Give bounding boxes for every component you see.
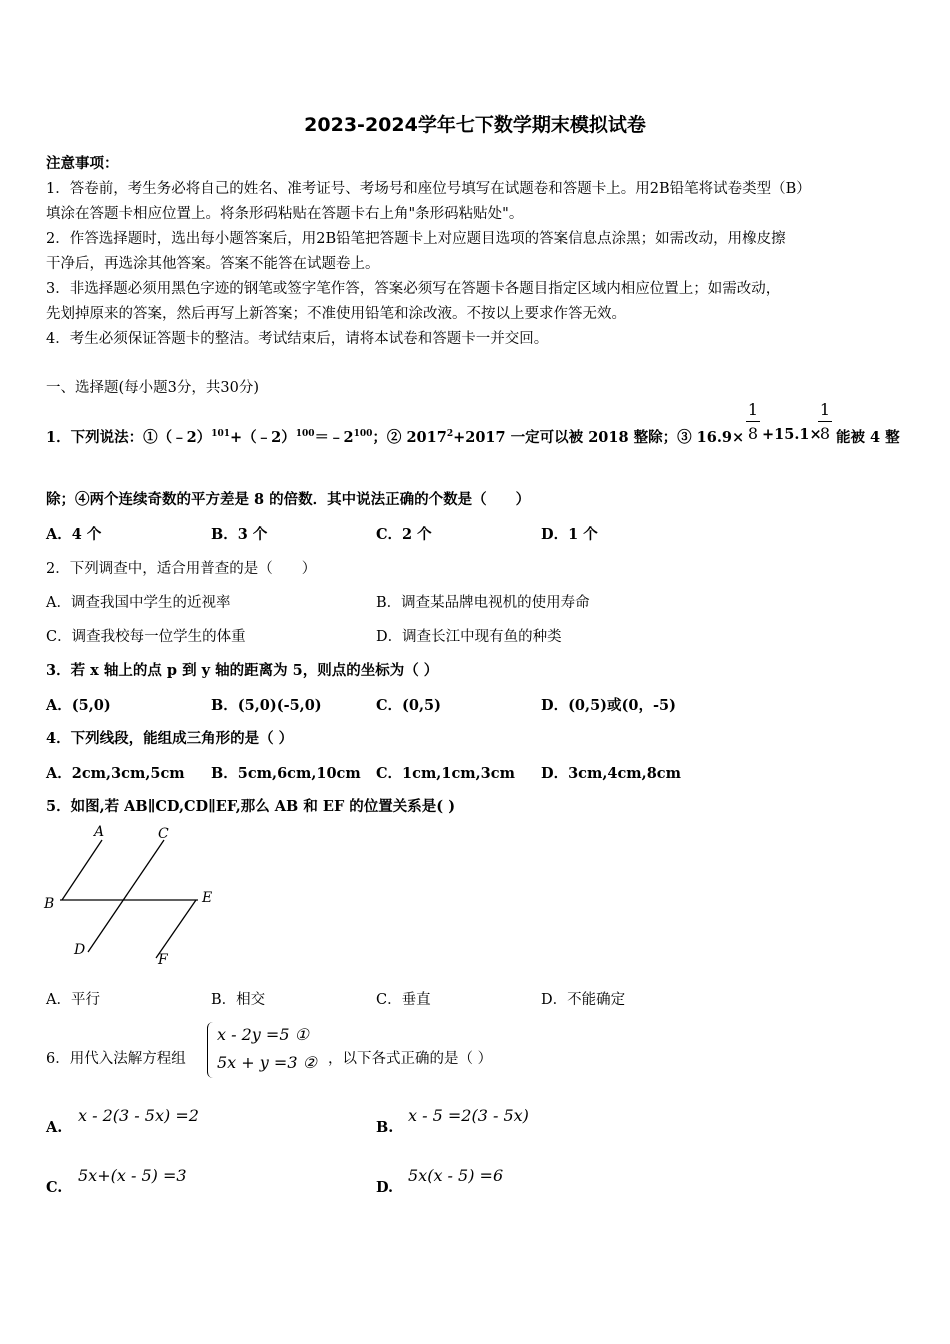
parallel-lines-figure (40, 822, 220, 968)
q3-option-c[interactable]: C．(0,5) (376, 697, 441, 714)
section-heading: 一、选择题(每小题3分，共30分) (46, 380, 259, 396)
q1-option-d[interactable]: D．1 个 (541, 526, 598, 543)
q6-option-c-formula: 5x+(x - 5) =3 (78, 1166, 187, 1185)
fraction-one-eighth: 1 8 (819, 400, 831, 443)
question-1-stem-line2: 除；④两个连续奇数的平方差是 8 的倍数．其中说法正确的个数是（ ） (46, 491, 531, 508)
q5-option-b[interactable]: B．相交 (211, 992, 266, 1008)
label-e: E (202, 890, 213, 906)
q6-option-b-formula: x - 5 =2(3 - 5x) (408, 1106, 529, 1125)
q2-option-a[interactable]: A．调查我国中学生的近视率 (46, 595, 231, 611)
q3-option-a[interactable]: A．(5,0) (46, 697, 111, 714)
q6-option-c-label[interactable]: C. (46, 1179, 63, 1196)
q1-option-b[interactable]: B．3 个 (211, 526, 268, 543)
line-ab (62, 840, 102, 900)
q5-option-c[interactable]: C．垂直 (376, 992, 431, 1008)
question-6-stem-end: ，以下各式正确的是（ ） (328, 1051, 493, 1067)
q5-option-d[interactable]: D．不能确定 (541, 992, 626, 1008)
equation-2: 5x + y =3 ② (217, 1053, 317, 1072)
q2-option-c[interactable]: C．调查我校每一位学生的体重 (46, 629, 246, 645)
q5-option-a[interactable]: A．平行 (46, 992, 100, 1008)
label-a: A (94, 824, 105, 840)
q3-option-b[interactable]: B．(5,0)(-5,0) (211, 697, 322, 714)
q4-option-b[interactable]: B．5cm,6cm,10cm (211, 765, 361, 782)
notice-line: 干净后，再选涂其他答案。答案不能答在试题卷上。 (46, 256, 380, 272)
page-title: 2023-2024学年七下数学期末模拟试卷 (304, 114, 646, 136)
line-cd (88, 840, 164, 952)
line-ef (156, 900, 196, 958)
question-5-stem: 5．如图,若 AB∥CD,CD∥EF,那么 AB 和 EF 的位置关系是( ) (46, 798, 456, 815)
q2-option-d[interactable]: D．调查长江中现有鱼的种类 (376, 629, 562, 645)
q3-option-d[interactable]: D．(0,5)或(0，-5) (541, 697, 676, 714)
notice-line: 3．非选择题必须用黑色字迹的钢笔或签字笔作答，答案必须写在答题卡各题目指定区域内相应位置上；如需改动， (46, 281, 781, 297)
q4-option-a[interactable]: A．2cm,3cm,5cm (46, 765, 185, 782)
q6-option-d-formula: 5x(x - 5) =6 (408, 1166, 504, 1185)
question-1-stem-cont: +15.1× (762, 426, 822, 443)
q4-option-c[interactable]: C．1cm,1cm,3cm (376, 765, 515, 782)
notice-line: 2．作答选择题时，选出每小题答案后，用2B铅笔把答题卡上对应题目选项的答案信息点涂黑；如需改动，用橡皮擦 (46, 231, 786, 247)
q6-option-d-label[interactable]: D. (376, 1179, 394, 1196)
question-1-stem: 1．下列说法：$①(﹣2)^{101}+(﹣2)^{100}=﹣2^{100}$；② $2017^2+2017$ 一定可以被 2018 整除；③ 16.9× (46, 429, 745, 446)
question-2-stem: 2．下列调查中，适合用普查的是（ ） (46, 561, 317, 577)
notice-line: 1．答卷前，考生务必将自己的姓名、准考证号、考场号和座位号填写在试题卷和答题卡上。用2B铅笔将试卷类型（B） (46, 181, 811, 197)
label-d: D (74, 942, 86, 958)
q2-option-b[interactable]: B．调查某品牌电视机的使用寿命 (376, 595, 590, 611)
question-6-stem: 6．用代入法解方程组 (46, 1051, 186, 1067)
q6-option-a-formula: x - 2(3 - 5x) =2 (78, 1106, 199, 1125)
notice-line: 先划掉原来的答案，然后再写上新答案；不准使用铅笔和涂改液。不按以上要求作答无效。 (46, 306, 626, 322)
q6-option-a-label[interactable]: A. (46, 1119, 63, 1136)
fraction-one-eighth: 1 8 (747, 400, 759, 443)
question-3-stem: 3．若 x 轴上的点 p 到 y 轴的距离为 5，则点的坐标为（ ） (46, 662, 439, 679)
question-4-stem: 4．下列线段，能组成三角形的是（ ） (46, 730, 294, 747)
notice-heading: 注意事项： (46, 155, 119, 172)
label-f: F (158, 952, 168, 968)
label-c: C (158, 826, 169, 842)
q6-option-b-label[interactable]: B. (376, 1119, 394, 1136)
notice-line: 填涂在答题卡相应位置上。将条形码粘贴在答题卡右上角"条形码粘贴处"。 (46, 206, 524, 222)
equation-1: x - 2y =5 ① (217, 1025, 309, 1044)
q4-option-d[interactable]: D．3cm,4cm,8cm (541, 765, 681, 782)
question-1-stem-end: 能被 4 整 (836, 429, 900, 446)
label-b: B (44, 896, 55, 912)
q1-option-a[interactable]: A．4 个 (46, 526, 102, 543)
q1-option-c[interactable]: C．2 个 (376, 526, 432, 543)
notice-line: 4．考生必须保证答题卡的整洁。考试结束后，请将本试卷和答题卡一并交回。 (46, 331, 549, 347)
